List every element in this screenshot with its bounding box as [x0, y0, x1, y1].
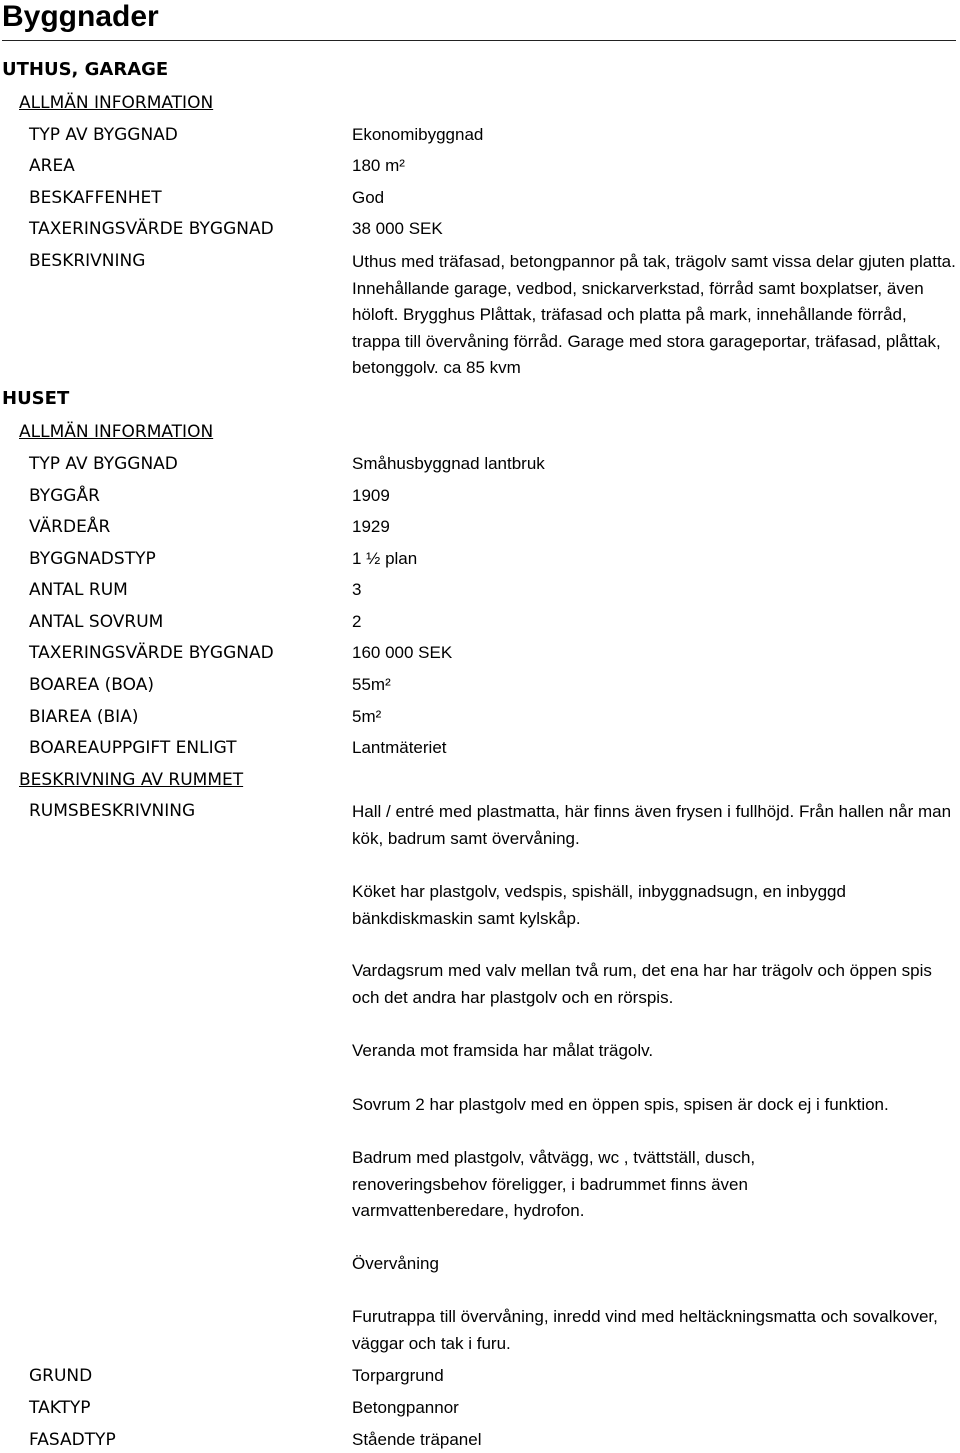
- value-build-year: 1909: [352, 486, 390, 505]
- label-condition: BESKAFFENHET: [29, 188, 162, 208]
- room-paragraph-veranda: Veranda mot framsida har målat trägolv.: [352, 1041, 654, 1060]
- subheading-room-description: BESKRIVNING AV RUMMET: [19, 770, 244, 790]
- subheading-general-info-uthus: ALLMÄN INFORMATION: [19, 93, 214, 113]
- value-secondary-area: 5m²: [352, 707, 382, 726]
- label-bedroom-count: ANTAL SOVRUM: [29, 612, 164, 632]
- value-tax-value: 38 000 SEK: [352, 219, 443, 238]
- room-paragraph-bedroom: Sovrum 2 har plastgolv med en öppen spis, spisen är dock ej i funktion.: [352, 1095, 889, 1114]
- label-room-description: RUMSBESKRIVNING: [29, 801, 196, 821]
- value-bedroom-count: 2: [352, 612, 362, 631]
- value-tax-value: 160 000 SEK: [352, 643, 453, 662]
- title-divider: [2, 40, 956, 41]
- room-paragraph-bathroom: Badrum med plastgolv, våtvägg, wc , tvättställ, dusch, renoveringsbehov föreligger, i badrummet finns även varmvattenberedare, hydrofon.: [352, 1148, 756, 1220]
- label-tax-value: TAXERINGSVÄRDE BYGGNAD: [29, 219, 274, 239]
- label-secondary-area: BIAREA (BIA): [29, 707, 139, 727]
- label-facade-type: FASADTYP: [29, 1430, 116, 1450]
- value-roof-type: Betongpannor: [352, 1398, 459, 1417]
- value-facade-type: Stående träpanel: [352, 1430, 482, 1449]
- label-building-style: BYGGNADSTYP: [29, 549, 156, 569]
- room-paragraph-upper-floor-heading: Övervåning: [352, 1254, 439, 1273]
- room-paragraph-kitchen: Köket har plastgolv, vedspis, spishäll, inbyggnadsugn, en inbyggd bänkdiskmaskin samt kylskåp.: [352, 882, 846, 928]
- label-living-area: BOAREA (BOA): [29, 675, 155, 695]
- label-value-year: VÄRDEÅR: [29, 517, 111, 537]
- label-foundation: GRUND: [29, 1366, 93, 1386]
- section-heading-uthus: UTHUS, GARAGE: [2, 59, 169, 80]
- label-area: AREA: [29, 156, 75, 176]
- value-area: 180 m²: [352, 156, 405, 175]
- label-room-count: ANTAL RUM: [29, 580, 128, 600]
- label-roof-type: TAKTYP: [29, 1398, 91, 1418]
- room-paragraph-upper-floor: Furutrappa till övervåning, inredd vind med heltäckningsmatta och sovalkover, väggar och tak i furu.: [352, 1307, 938, 1353]
- value-value-year: 1929: [352, 517, 390, 536]
- label-build-year: BYGGÅR: [29, 486, 100, 506]
- value-building-type: Ekonomibyggnad: [352, 125, 484, 144]
- subheading-general-info-huset: ALLMÄN INFORMATION: [19, 422, 214, 442]
- room-paragraph-living-room: Vardagsrum med valv mellan två rum, det ena har har trägolv och öppen spis och det andra har plastgolv och en rörspis.: [352, 961, 932, 1007]
- label-tax-value: TAXERINGSVÄRDE BYGGNAD: [29, 643, 274, 663]
- value-foundation: Torpargrund: [352, 1366, 444, 1385]
- value-description: Uthus med träfasad, betongpannor på tak, trägolv samt vissa delar gjuten platta. Innehållande garage, vedbod, snickarverkstad, förråd samt boxplatser, även höloft. Brygghus Plåttak, träfasad och platta på mark, innehållande förråd, trappa till övervåning förråd. Garage med stora garageportar, träfasad, plåttak, betonggolv. ca 85 kvm: [352, 252, 956, 377]
- label-area-source: BOAREAUPPGIFT ENLIGT: [29, 738, 237, 758]
- section-heading-huset: HUSET: [2, 388, 70, 409]
- page-title: Byggnader: [2, 0, 159, 33]
- value-building-type: Småhusbyggnad lantbruk: [352, 454, 545, 473]
- room-paragraph-hall: Hall / entré med plastmatta, här finns även frysen i fullhöjd. Från hallen når man kök, badrum samt övervåning.: [352, 802, 952, 848]
- value-condition: God: [352, 188, 385, 207]
- value-area-source: Lantmäteriet: [352, 738, 447, 757]
- value-living-area: 55m²: [352, 675, 391, 694]
- label-description: BESKRIVNING: [29, 251, 146, 271]
- label-building-type: TYP AV BYGGNAD: [29, 454, 178, 474]
- value-building-style: 1 ½ plan: [352, 549, 418, 568]
- label-building-type: TYP AV BYGGNAD: [29, 125, 178, 145]
- value-room-count: 3: [352, 580, 362, 599]
